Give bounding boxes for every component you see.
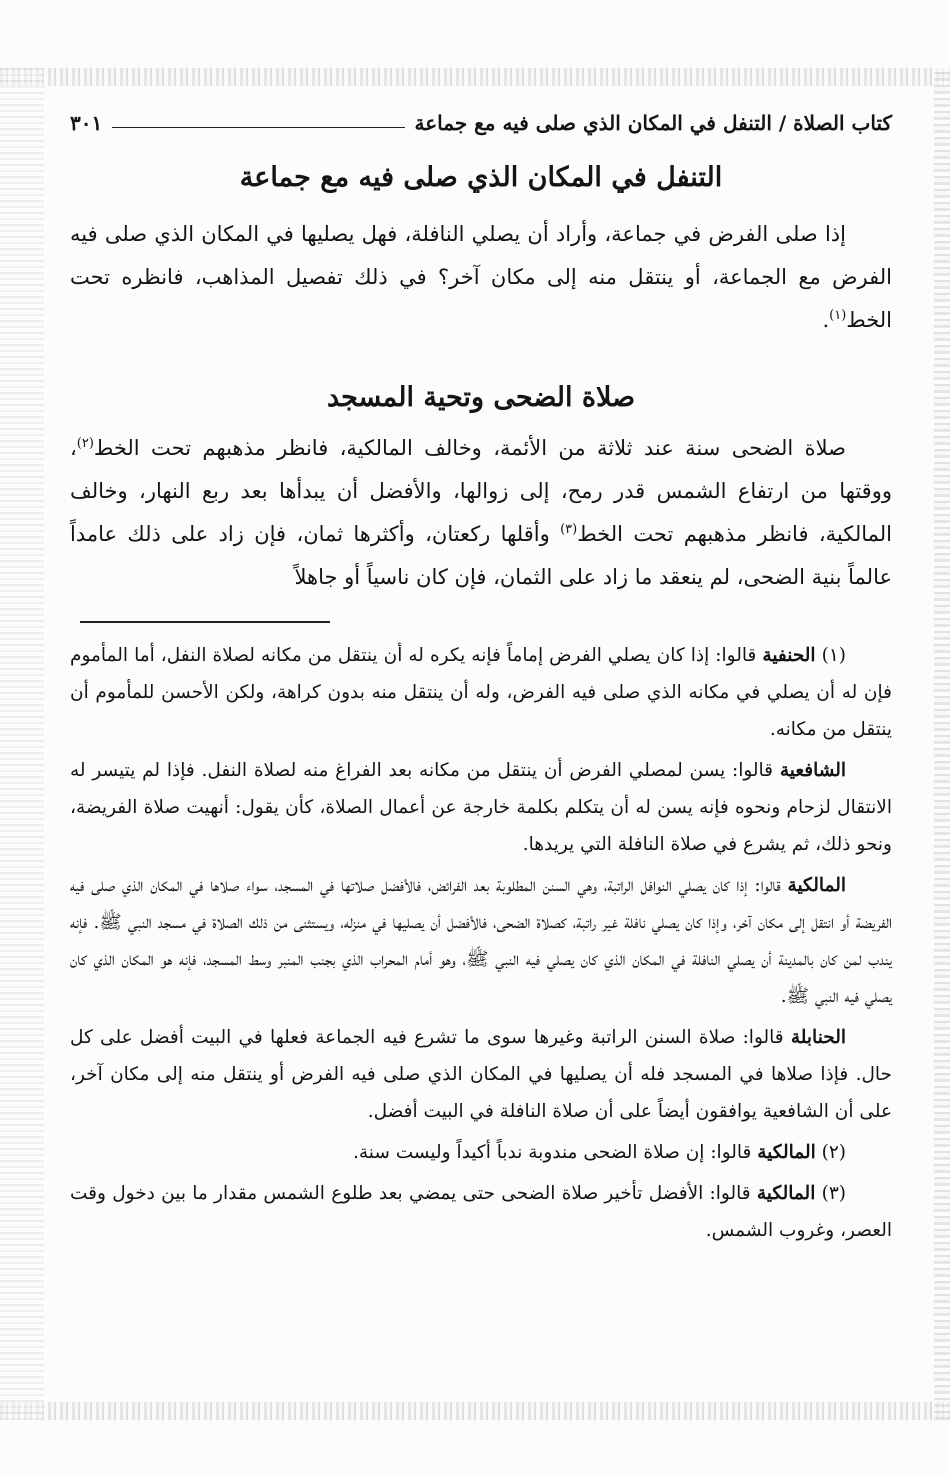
footnote-maliki (70, 867, 892, 1015)
footnote-3 (70, 1175, 892, 1249)
footnote-ref-1[interactable]: (١) (829, 308, 847, 323)
madhhab-label: المالكية (757, 1142, 816, 1163)
footnote-separator (80, 621, 330, 623)
body-text-end: . (822, 308, 830, 332)
footnote-text: قالوا: يسن لمصلي الفرض أن ينتقل من مكانه بعد الفراغ منه لصلاة النفل. فإذا لم يتيسر له الانتقال لزحام ونحوه فإنه يسن له أن يتكلم بكلمة خارجة عن أعمال الصلاة، كأن يقول: أنهيت صلاة الفريضة، ونحو ذلك، ثم يشرع في صلاة النافلة التي يريدها. (70, 760, 892, 855)
decorative-border-left (0, 68, 44, 1420)
decorative-border-top (0, 68, 950, 86)
footnote-ref-2[interactable]: (٢) (76, 436, 94, 451)
running-title: كتاب الصلاة / التنفل في المكان الذي صلى فيه مع جماعة (414, 111, 892, 135)
decorative-border-bottom (0, 1402, 950, 1420)
header-rule (112, 127, 404, 128)
footnote-text: قالوا: إن صلاة الضحى مندوبة ندباً أكيداً وليست سنة. (353, 1142, 758, 1163)
running-header (70, 108, 892, 138)
footnote-ref-3[interactable]: (٣) (560, 522, 578, 537)
footnote-hanbali (70, 1019, 892, 1130)
madhhab-label: المالكية (756, 1183, 816, 1204)
book-page (70, 108, 892, 1253)
section-title-tanafful: التنفل في المكان الذي صلى فيه مع جماعة (239, 162, 723, 193)
section-tanafful-body (70, 213, 892, 342)
footnote-number: (٢) (815, 1142, 846, 1163)
section-title-duha: صلاة الضحى وتحية المسجد (326, 382, 636, 413)
madhhab-label: الحنابلة (790, 1027, 846, 1048)
page-number: ٣٠١ (70, 111, 103, 135)
body-text-part3: وأقلها ركعتان، وأكثرها ثمان، فإن زاد على ذلك عامداً عالماً بنية الضحى، لم ينعقد ما زاد على الثمان، فإن كان ناسياً أو جاهلاً (70, 522, 892, 589)
section-duha-body (70, 427, 892, 599)
madhhab-label: الحنفية (762, 645, 816, 666)
footnote-number: (٣) (815, 1183, 846, 1204)
madhhab-label: الشافعية (779, 760, 846, 781)
madhhab-label: المالكية (787, 875, 846, 896)
footnote-hanafi (70, 637, 892, 748)
body-text-part2: ، ووقتها من ارتفاع الشمس قدر رمح، إلى زوالها، والأفضل أن يبدأها بعد ربع النهار، وخالف المالكية، فانظر مذهبهم تحت الخط (70, 436, 892, 546)
footnote-2 (70, 1134, 892, 1171)
body-text-part1: صلاة الضحى سنة عند ثلاثة من الأئمة، وخالف المالكية، فانظر مذهبهم تحت الخط (93, 436, 846, 460)
footnote-text: قالوا: الأفضل تأخير صلاة الضحى حتى يمضي بعد طلوع الشمس مقدار ما بين دخول وقت العصر، وغروب الشمس. (70, 1183, 892, 1241)
footnotes (70, 637, 892, 1249)
footnote-number: (١) (815, 645, 846, 666)
footnote-text: قالوا: صلاة السنن الراتبة وغيرها سوى ما تشرع فيه الجماعة فعلها في البيت أفضل على كل حال. فإذا صلاها في المسجد فله أن يصليها في المكان الذي صلى فيه الفرض أو ينتقل منه إلى مكان آخر، على أن الشافعية يوافقون أيضاً على أن صلاة النافلة في البيت أفضل. (70, 1027, 892, 1122)
body-text: إذا صلى الفرض في جماعة، وأراد أن يصلي النافلة، فهل يصليها في المكان الذي صلى فيه الفرض مع الجماعة، أو ينتقل منه إلى مكان آخر؟ في ذلك تفصيل المذاهب، فانظره تحت الخط (70, 222, 892, 332)
footnote-shafii (70, 752, 892, 863)
footnote-text: قالوا: إذا كان يصلي النوافل الراتبة، وهي السنن المطلوبة بعد الفرائض، فالأفضل صلاتها في المسجد، سواء صلاها في المكان الذي صلى فيه الفريضة أو انتقل إلى مكان آخر، وإذا كان يصلي نافلة غير راتبة، كصلاة الضحى، فالأفضل أن يصليها في منزله، ويستثنى من ذلك الصلاة في مسجد النبي ﷺ. فإنه يندب لمن كان بالمدينة أن يصلي النافلة في المكان الذي كان يصلي فيه النبي ﷺ، وهو أمام المحراب الذي بجنب المنبر وسط المسجد، فإنه هو المكان الذي كان يصلي فيه النبي ﷺ. (70, 875, 892, 1007)
decorative-border-right (934, 68, 950, 1420)
footnote-text: قالوا: إذا كان يصلي الفرض إماماً فإنه يكره له أن ينتقل من مكانه لصلاة النفل، أما المأموم فإن له أن يصلي في مكانه الذي صلى فيه الفرض، وله أن ينتقل منه بدون كراهة، ولكن الأحسن للمأموم أن ينتقل من مكانه. (70, 645, 892, 740)
